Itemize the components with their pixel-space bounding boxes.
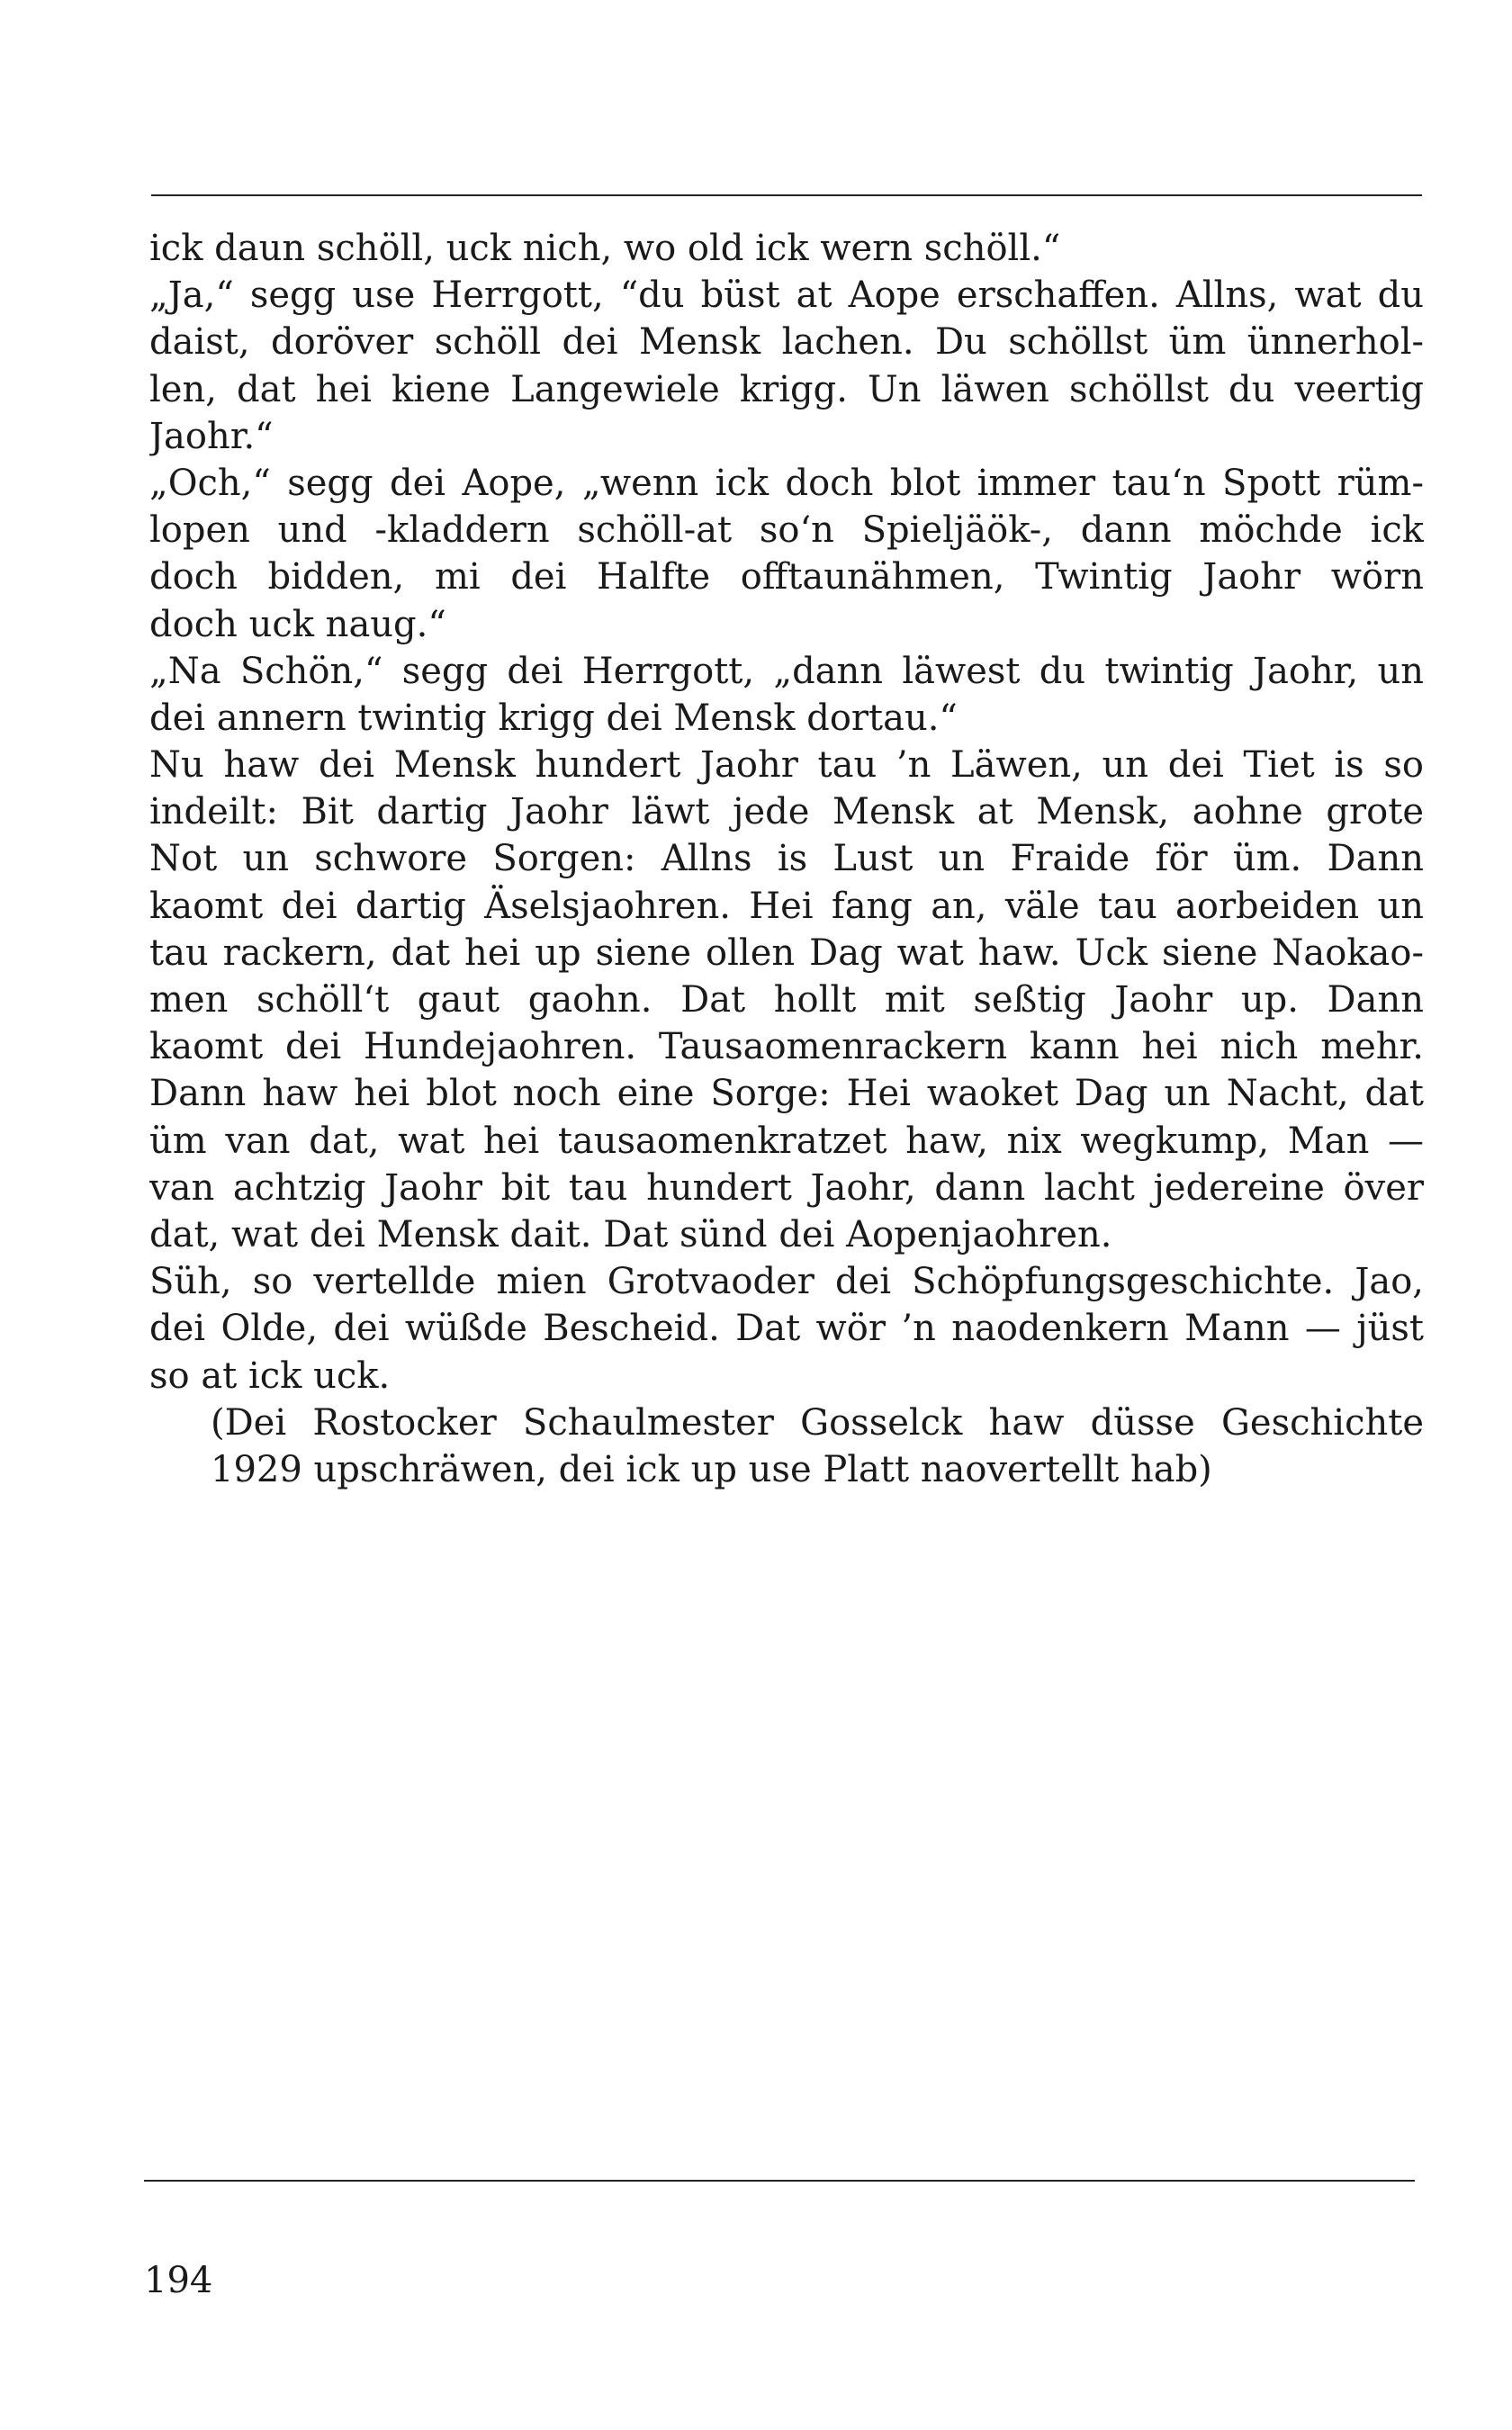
- text-line: daist, doröver schöll dei Mensk lachen. Du schöllst üm ünnerhol-: [149, 321, 1424, 364]
- text-line: üm van dat, wat hei tausaomenkratzet haw, nix wegkump, Man —: [149, 1120, 1424, 1162]
- text-line: so at ick uck.: [149, 1354, 391, 1397]
- text-line: 1929 upschräwen, dei ick up use Platt naovertellt hab): [211, 1448, 1212, 1490]
- text-line: kaomt dei Hundejaohren. Tausaomenrackern kann hei nich mehr.: [149, 1026, 1424, 1068]
- text-line: doch uck naug.“: [149, 603, 446, 645]
- text-line: Dann haw hei blot noch eine Sorge: Hei waoket Dag un Nacht, dat: [149, 1073, 1424, 1115]
- text-line: dat, wat dei Mensk dait. Dat sünd dei Aopenjaohren.: [149, 1213, 1112, 1256]
- page-number: 194: [144, 2260, 213, 2301]
- text-line: Nu haw dei Mensk hundert Jaohr tau ’n Läwen, un dei Tiet is so: [149, 744, 1424, 787]
- text-line: len, dat hei kiene Langewiele krigg. Un läwen schöllst du veertig: [149, 368, 1424, 410]
- text-line: kaomt dei dartig Äselsjaohren. Hei fang an, väle tau aorbeiden un: [149, 885, 1424, 927]
- text-line: doch bidden, mi dei Halfte offtaunähmen, Twintig Jaohr wörn: [149, 556, 1424, 598]
- text-line: van achtzig Jaohr bit tau hundert Jaohr, dann lacht jedereine över: [149, 1166, 1424, 1209]
- text-line: „Och,“ segg dei Aope, „wenn ick doch blot immer tau‘n Spott rüm-: [149, 462, 1424, 504]
- text-line: dei Olde, dei wüßde Bescheid. Dat wör ’n naodenkern Mann — jüst: [149, 1308, 1424, 1350]
- bottom-rule: [144, 2180, 1415, 2182]
- text-line: „Ja,“ segg use Herrgott, “du büst at Aope erschaffen. Allns, wat du: [149, 274, 1424, 317]
- text-line: Not un schwore Sorgen: Allns is Lust un Fraide för üm. Dann: [149, 838, 1424, 880]
- text-line: ick daun schöll, uck nich, wo old ick wern schöll.“: [149, 228, 1061, 269]
- text-line: dei annern twintig krigg dei Mensk dortau.“: [149, 697, 958, 739]
- text-line: Süh, so vertellde mien Grotvaoder dei Schöpfungsgeschichte. Jao,: [149, 1261, 1424, 1303]
- top-rule: [151, 194, 1422, 196]
- text-line: (Dei Rostocker Schaulmester Gosselck haw düsse Geschichte: [211, 1401, 1424, 1444]
- text-line: lopen und -kladdern schöll-at so‘n Spieljäök-, dann möchde ick: [149, 509, 1424, 552]
- text-line: men schöll‘t gaut gaohn. Dat hollt mit seßtig Jaohr up. Dann: [149, 979, 1424, 1021]
- text-line: indeilt: Bit dartig Jaohr läwt jede Mensk at Mensk, aohne grote: [149, 791, 1424, 833]
- text-line: Jaohr.“: [149, 415, 274, 457]
- text-line: „Na Schön,“ segg dei Herrgott, „dann läwest du twintig Jaohr, un: [149, 650, 1424, 692]
- text-line: tau rackern, dat hei up siene ollen Dag wat haw. Uck siene Naokao-: [149, 932, 1424, 974]
- body-text: [149, 225, 1424, 1493]
